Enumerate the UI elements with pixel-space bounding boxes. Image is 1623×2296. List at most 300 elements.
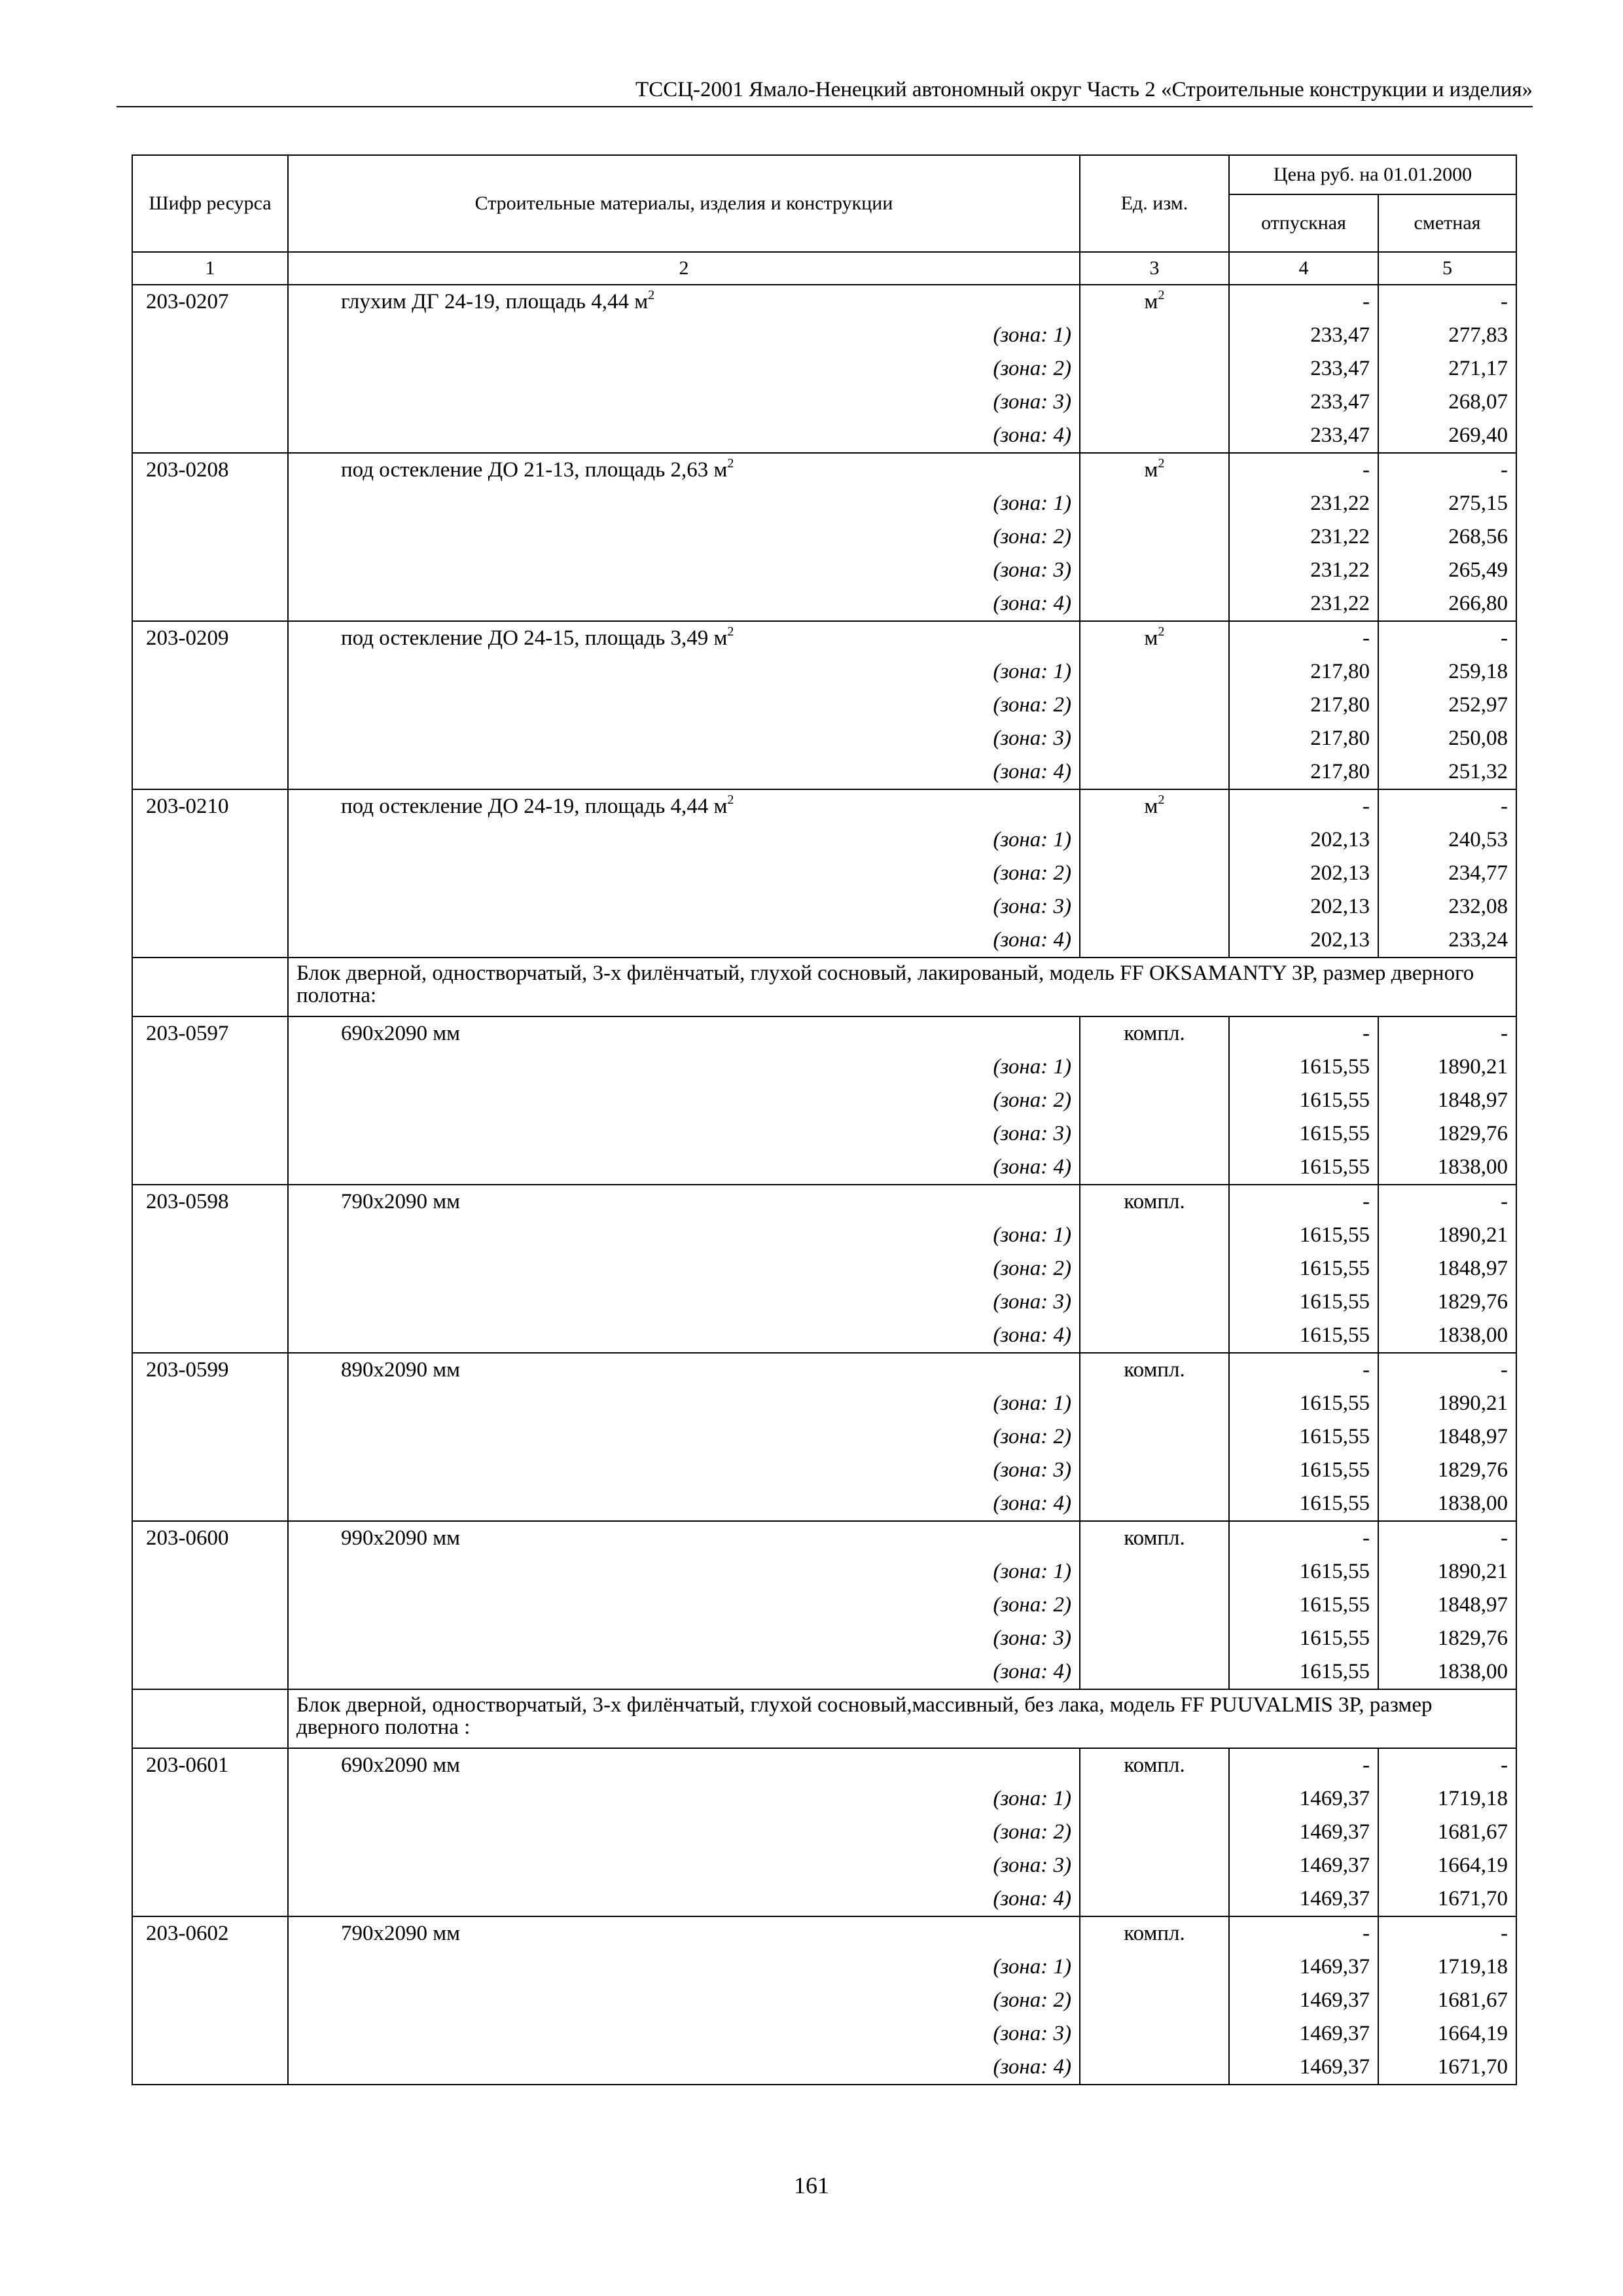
release-price: [1229, 419, 1378, 453]
superscript: 2: [1158, 793, 1165, 807]
table-body: [132, 285, 1516, 2085]
unit-empty: [1080, 419, 1229, 453]
unit-text: м: [1144, 458, 1158, 482]
release-price: [1229, 285, 1378, 319]
zone-label: [288, 520, 1080, 554]
table-row: [132, 1748, 1516, 1782]
category-text-text: Блок дверной, одностворчатый, 3-х филёнчатый, глухой сосновый, лакированый, модель FF OKSAMANTY 3P, размер дверного полотна:: [296, 961, 1474, 1007]
zone-label: [288, 487, 1080, 520]
item-description: [288, 789, 1080, 823]
resource-code-text: 203-0597: [146, 1022, 229, 1045]
estimate-price-text: 252,97: [1448, 693, 1508, 717]
zone-row: [132, 587, 1516, 621]
zone-label-text: (зона: 3): [993, 1458, 1071, 1482]
zone-label: [288, 1655, 1080, 1689]
item-description: [288, 1916, 1080, 1950]
unit-text: компл.: [1124, 1358, 1185, 1382]
release-price-text: 1615,55: [1299, 1626, 1370, 1650]
release-price: [1229, 1353, 1378, 1387]
table-row: [132, 1521, 1516, 1555]
resource-code-empty: [132, 419, 288, 453]
zone-label: [288, 755, 1080, 789]
resource-code-empty: [132, 2017, 288, 2051]
zone-label-text: (зона: 3): [993, 1290, 1071, 1314]
estimate-price: [1378, 1285, 1516, 1319]
resource-code-empty: [132, 689, 288, 722]
estimate-price-text: 1848,97: [1437, 1257, 1508, 1280]
unit: [1080, 285, 1229, 319]
item-description-text: под остекление ДО 24-19, площадь 4,44 м: [341, 795, 728, 818]
resource-code-empty: [132, 1555, 288, 1588]
superscript: 2: [1158, 624, 1165, 639]
zone-label: [288, 587, 1080, 621]
unit-empty: [1080, 587, 1229, 621]
table-row: [132, 1353, 1516, 1387]
release-price-text: 1615,55: [1299, 1155, 1370, 1179]
estimate-price-text: -: [1501, 458, 1508, 482]
resource-code-empty: [132, 1950, 288, 1984]
resource-code-empty: [132, 1219, 288, 1252]
zone-label-text: (зона: 4): [993, 1323, 1071, 1347]
resource-code: [132, 1016, 288, 1050]
estimate-price: [1378, 1555, 1516, 1588]
release-price-text: 231,22: [1310, 558, 1370, 582]
release-price: [1229, 1454, 1378, 1487]
resource-code: [132, 285, 288, 319]
release-price: [1229, 1420, 1378, 1454]
resource-code-empty: [132, 655, 288, 689]
estimate-price: [1378, 1420, 1516, 1454]
estimate-price-text: 240,53: [1448, 828, 1508, 852]
resource-code: [132, 1748, 288, 1782]
zone-row: [132, 655, 1516, 689]
unit-empty: [1080, 1782, 1229, 1816]
resource-code-empty: [132, 1622, 288, 1655]
table-row: [132, 621, 1516, 655]
estimate-price: [1378, 1487, 1516, 1521]
zone-row: [132, 1984, 1516, 2017]
zone-label: [288, 1387, 1080, 1420]
release-price-text: 1469,37: [1299, 2055, 1370, 2079]
estimate-price: [1378, 857, 1516, 890]
zone-label-text: (зона: 4): [993, 1887, 1071, 1910]
estimate-price-text: 1671,70: [1437, 1887, 1508, 1910]
estimate-price: [1378, 1219, 1516, 1252]
release-price: [1229, 1185, 1378, 1219]
zone-label: [288, 2051, 1080, 2085]
resource-code-empty: [132, 1084, 288, 1117]
zone-label-text: (зона: 3): [993, 1854, 1071, 1877]
zone-label: [288, 1816, 1080, 1849]
estimate-price-text: 1848,97: [1437, 1088, 1508, 1112]
unit-empty: [1080, 1655, 1229, 1689]
release-price: [1229, 1882, 1378, 1916]
unit-empty: [1080, 857, 1229, 890]
resource-code-empty: [132, 1387, 288, 1420]
zone-row: [132, 1849, 1516, 1882]
zone-label: [288, 1117, 1080, 1151]
release-price-text: 1469,37: [1299, 1787, 1370, 1810]
estimate-price: [1378, 453, 1516, 487]
resource-code-empty: [132, 1285, 288, 1319]
unit-empty: [1080, 924, 1229, 958]
unit: [1080, 1916, 1229, 1950]
zone-label: [288, 890, 1080, 924]
release-price-text: 1615,55: [1299, 1660, 1370, 1683]
column-number: 3: [1080, 252, 1229, 285]
estimate-price-text: 1890,21: [1437, 1391, 1508, 1415]
estimate-price: [1378, 1117, 1516, 1151]
zone-label-text: (зона: 4): [993, 1155, 1071, 1179]
category-text: [288, 1689, 1516, 1748]
estimate-price: [1378, 1984, 1516, 2017]
unit-empty: [1080, 890, 1229, 924]
estimate-price: [1378, 1521, 1516, 1555]
zone-label: [288, 1219, 1080, 1252]
estimate-price: [1378, 621, 1516, 655]
estimate-price: [1378, 689, 1516, 722]
estimate-price: [1378, 1916, 1516, 1950]
release-price-text: 1469,37: [1299, 1820, 1370, 1844]
estimate-price: [1378, 386, 1516, 419]
resource-code-text: 203-0599: [146, 1358, 229, 1382]
estimate-price: [1378, 1319, 1516, 1353]
release-price: [1229, 1849, 1378, 1882]
item-description: [288, 1353, 1080, 1387]
zone-row: [132, 1588, 1516, 1622]
zone-label: [288, 1285, 1080, 1319]
zone-row: [132, 1950, 1516, 1984]
estimate-price-text: -: [1501, 290, 1508, 314]
unit-empty: [1080, 1084, 1229, 1117]
estimate-price-text: 266,80: [1448, 592, 1508, 615]
release-price-text: 1469,37: [1299, 1887, 1370, 1910]
release-price: [1229, 789, 1378, 823]
estimate-price-text: 250,08: [1448, 726, 1508, 750]
unit: [1080, 1521, 1229, 1555]
zone-label: [288, 419, 1080, 453]
estimate-price: [1378, 1016, 1516, 1050]
resource-code-empty: [132, 2051, 288, 2085]
unit-empty: [1080, 1849, 1229, 1882]
release-price: [1229, 386, 1378, 419]
zone-label-text: (зона: 3): [993, 558, 1071, 582]
column-number: 1: [132, 252, 288, 285]
release-price: [1229, 1387, 1378, 1420]
zone-row: [132, 823, 1516, 857]
release-price: [1229, 1084, 1378, 1117]
zone-label-text: (зона: 1): [993, 1955, 1071, 1979]
zone-label: [288, 1950, 1080, 1984]
category-text: [288, 958, 1516, 1016]
estimate-price-text: 277,83: [1448, 323, 1508, 347]
estimate-price: [1378, 587, 1516, 621]
zone-label: [288, 1588, 1080, 1622]
resource-code: [132, 1185, 288, 1219]
zone-row: [132, 1622, 1516, 1655]
estimate-price-text: 1890,21: [1437, 1223, 1508, 1247]
estimate-price: [1378, 520, 1516, 554]
zone-row: [132, 419, 1516, 453]
estimate-price-text: 275,15: [1448, 492, 1508, 515]
estimate-price: [1378, 789, 1516, 823]
item-description: [288, 285, 1080, 319]
estimate-price: [1378, 554, 1516, 587]
table-row: [132, 285, 1516, 319]
release-price-text: 1469,37: [1299, 2022, 1370, 2045]
resource-code-empty: [132, 352, 288, 386]
resource-code-empty: [132, 1782, 288, 1816]
zone-label-text: (зона: 4): [993, 1660, 1071, 1683]
zone-label: [288, 1782, 1080, 1816]
zone-label-text: (зона: 1): [993, 1055, 1071, 1079]
release-price: [1229, 1782, 1378, 1816]
release-price: [1229, 1016, 1378, 1050]
release-price-text: 231,22: [1310, 525, 1370, 548]
release-price-text: 1615,55: [1299, 1055, 1370, 1079]
estimate-price-text: -: [1501, 626, 1508, 650]
estimate-price: [1378, 924, 1516, 958]
resource-code-empty: [132, 1655, 288, 1689]
zone-label: [288, 1084, 1080, 1117]
release-price-text: 202,13: [1310, 895, 1370, 918]
unit-text: компл.: [1124, 1526, 1185, 1550]
release-price: [1229, 1521, 1378, 1555]
release-price: [1229, 2017, 1378, 2051]
release-price: [1229, 2051, 1378, 2085]
zone-row: [132, 1420, 1516, 1454]
unit-empty: [1080, 1882, 1229, 1916]
zone-label-text: (зона: 1): [993, 492, 1071, 515]
item-description-text: 790х2090 мм: [341, 1922, 461, 1945]
zone-label: [288, 857, 1080, 890]
resource-code: [132, 453, 288, 487]
zone-label: [288, 386, 1080, 419]
release-price-text: 231,22: [1310, 592, 1370, 615]
column-header-materials: Строительные материалы, изделия и конструкции: [288, 155, 1080, 252]
estimate-price-text: -: [1501, 1753, 1508, 1777]
zone-label-text: (зона: 3): [993, 895, 1071, 918]
unit-empty: [1080, 1117, 1229, 1151]
estimate-price-text: 1890,21: [1437, 1055, 1508, 1079]
estimate-price: [1378, 352, 1516, 386]
zone-label-text: (зона: 1): [993, 660, 1071, 683]
zone-label: [288, 1420, 1080, 1454]
release-price-text: -: [1363, 1190, 1370, 1213]
release-price: [1229, 1950, 1378, 1984]
zone-label-text: (зона: 2): [993, 1257, 1071, 1280]
zone-row: [132, 890, 1516, 924]
unit-empty: [1080, 1050, 1229, 1084]
resource-code-empty: [132, 924, 288, 958]
unit-empty: [1080, 1588, 1229, 1622]
resource-code: [132, 1916, 288, 1950]
category-code-cell: [132, 1689, 288, 1748]
resource-code-empty: [132, 1117, 288, 1151]
unit: [1080, 1748, 1229, 1782]
column-header-code: Шифр ресурса: [132, 155, 288, 252]
estimate-price-text: 251,32: [1448, 760, 1508, 783]
unit-empty: [1080, 1487, 1229, 1521]
unit-text: компл.: [1124, 1190, 1185, 1213]
estimate-price: [1378, 1588, 1516, 1622]
column-header-unit: Ед. изм.: [1080, 155, 1229, 252]
estimate-price: [1378, 655, 1516, 689]
unit-text: м: [1144, 626, 1158, 650]
release-price: [1229, 722, 1378, 755]
release-price: [1229, 1319, 1378, 1353]
zone-label: [288, 1882, 1080, 1916]
estimate-price-text: 1719,18: [1437, 1787, 1508, 1810]
release-price: [1229, 1748, 1378, 1782]
zone-label: [288, 1454, 1080, 1487]
release-price: [1229, 587, 1378, 621]
estimate-price: [1378, 1185, 1516, 1219]
release-price-text: 233,47: [1310, 323, 1370, 347]
table-row: [132, 1916, 1516, 1950]
zone-label: [288, 1319, 1080, 1353]
release-price: [1229, 1252, 1378, 1285]
unit-empty: [1080, 1252, 1229, 1285]
estimate-price-text: 1664,19: [1437, 2022, 1508, 2045]
estimate-price: [1378, 2051, 1516, 2085]
zone-label-text: (зона: 2): [993, 1593, 1071, 1617]
unit-empty: [1080, 689, 1229, 722]
resource-code-empty: [132, 1487, 288, 1521]
release-price-text: 1615,55: [1299, 1290, 1370, 1314]
zone-row: [132, 1454, 1516, 1487]
estimate-price-text: -: [1501, 1022, 1508, 1045]
resource-code-empty: [132, 857, 288, 890]
resource-code-empty: [132, 755, 288, 789]
release-price: [1229, 520, 1378, 554]
zone-label: [288, 554, 1080, 587]
release-price-text: 1615,55: [1299, 1088, 1370, 1112]
page-header: ТССЦ-2001 Ямало-Ненецкий автономный округ Часть 2 «Строительные конструкции и изделия»: [116, 73, 1533, 107]
unit-empty: [1080, 1219, 1229, 1252]
estimate-price: [1378, 722, 1516, 755]
zone-row: [132, 689, 1516, 722]
zone-label-text: (зона: 3): [993, 1122, 1071, 1145]
table-header: [132, 155, 1516, 285]
zone-label: [288, 1487, 1080, 1521]
resource-code: [132, 789, 288, 823]
zone-label-text: (зона: 2): [993, 861, 1071, 885]
release-price-text: -: [1363, 458, 1370, 482]
estimate-price: [1378, 890, 1516, 924]
zone-label-text: (зона: 3): [993, 2022, 1071, 2045]
zone-row: [132, 1084, 1516, 1117]
column-header-estimate-price: сметная: [1378, 194, 1516, 252]
zone-label-text: (зона: 1): [993, 323, 1071, 347]
zone-row: [132, 1285, 1516, 1319]
item-description: [288, 1016, 1080, 1050]
zone-label: [288, 2017, 1080, 2051]
superscript: 2: [1158, 456, 1165, 471]
zone-label-text: (зона: 3): [993, 1626, 1071, 1650]
estimate-price: [1378, 319, 1516, 352]
unit-empty: [1080, 823, 1229, 857]
release-price-text: 1615,55: [1299, 1593, 1370, 1617]
zone-row: [132, 487, 1516, 520]
release-price-text: 1615,55: [1299, 1223, 1370, 1247]
zone-label-text: (зона: 4): [993, 423, 1071, 447]
zone-row: [132, 2017, 1516, 2051]
estimate-price: [1378, 1950, 1516, 1984]
zone-label-text: (зона: 4): [993, 928, 1071, 952]
superscript: 2: [1158, 288, 1165, 302]
estimate-price: [1378, 285, 1516, 319]
release-price-text: -: [1363, 626, 1370, 650]
zone-row: [132, 520, 1516, 554]
unit-empty: [1080, 655, 1229, 689]
zone-row: [132, 1882, 1516, 1916]
column-number: 2: [288, 252, 1080, 285]
zone-label: [288, 1151, 1080, 1185]
release-price: [1229, 1588, 1378, 1622]
estimate-price: [1378, 1387, 1516, 1420]
zone-label-text: (зона: 1): [993, 1391, 1071, 1415]
zone-row: [132, 1555, 1516, 1588]
item-description: [288, 1521, 1080, 1555]
zone-label-text: (зона: 4): [993, 1492, 1071, 1515]
item-description: [288, 621, 1080, 655]
zone-label-text: (зона: 4): [993, 592, 1071, 615]
estimate-price: [1378, 1882, 1516, 1916]
release-price: [1229, 1117, 1378, 1151]
resource-code-empty: [132, 554, 288, 587]
resource-code-empty: [132, 1319, 288, 1353]
unit-empty: [1080, 1151, 1229, 1185]
release-price-text: -: [1363, 795, 1370, 818]
estimate-price: [1378, 1252, 1516, 1285]
release-price: [1229, 453, 1378, 487]
release-price-text: 202,13: [1310, 828, 1370, 852]
zone-label-text: (зона: 2): [993, 1088, 1071, 1112]
zone-label: [288, 722, 1080, 755]
zone-label: [288, 689, 1080, 722]
resource-code-empty: [132, 1151, 288, 1185]
estimate-price-text: 1664,19: [1437, 1854, 1508, 1877]
release-price: [1229, 924, 1378, 958]
release-price-text: 1615,55: [1299, 1425, 1370, 1448]
zone-row: [132, 1387, 1516, 1420]
resource-code-empty: [132, 1588, 288, 1622]
resource-code-empty: [132, 319, 288, 352]
resource-code-empty: [132, 1420, 288, 1454]
unit-empty: [1080, 319, 1229, 352]
item-description: [288, 453, 1080, 487]
estimate-price: [1378, 755, 1516, 789]
zone-label-text: (зона: 1): [993, 1787, 1071, 1810]
release-price-text: -: [1363, 1358, 1370, 1382]
estimate-price-text: -: [1501, 1922, 1508, 1945]
unit-empty: [1080, 554, 1229, 587]
estimate-price-text: 233,24: [1448, 928, 1508, 952]
release-price-text: 1615,55: [1299, 1257, 1370, 1280]
estimate-price-text: 1681,67: [1437, 1820, 1508, 1844]
unit-empty: [1080, 1319, 1229, 1353]
resource-code: [132, 1521, 288, 1555]
release-price-text: 217,80: [1310, 660, 1370, 683]
release-price: [1229, 1285, 1378, 1319]
unit-empty: [1080, 2051, 1229, 2085]
resource-code-empty: [132, 823, 288, 857]
release-price-text: 217,80: [1310, 693, 1370, 717]
release-price-text: 233,47: [1310, 357, 1370, 380]
zone-row: [132, 1151, 1516, 1185]
release-price: [1229, 352, 1378, 386]
